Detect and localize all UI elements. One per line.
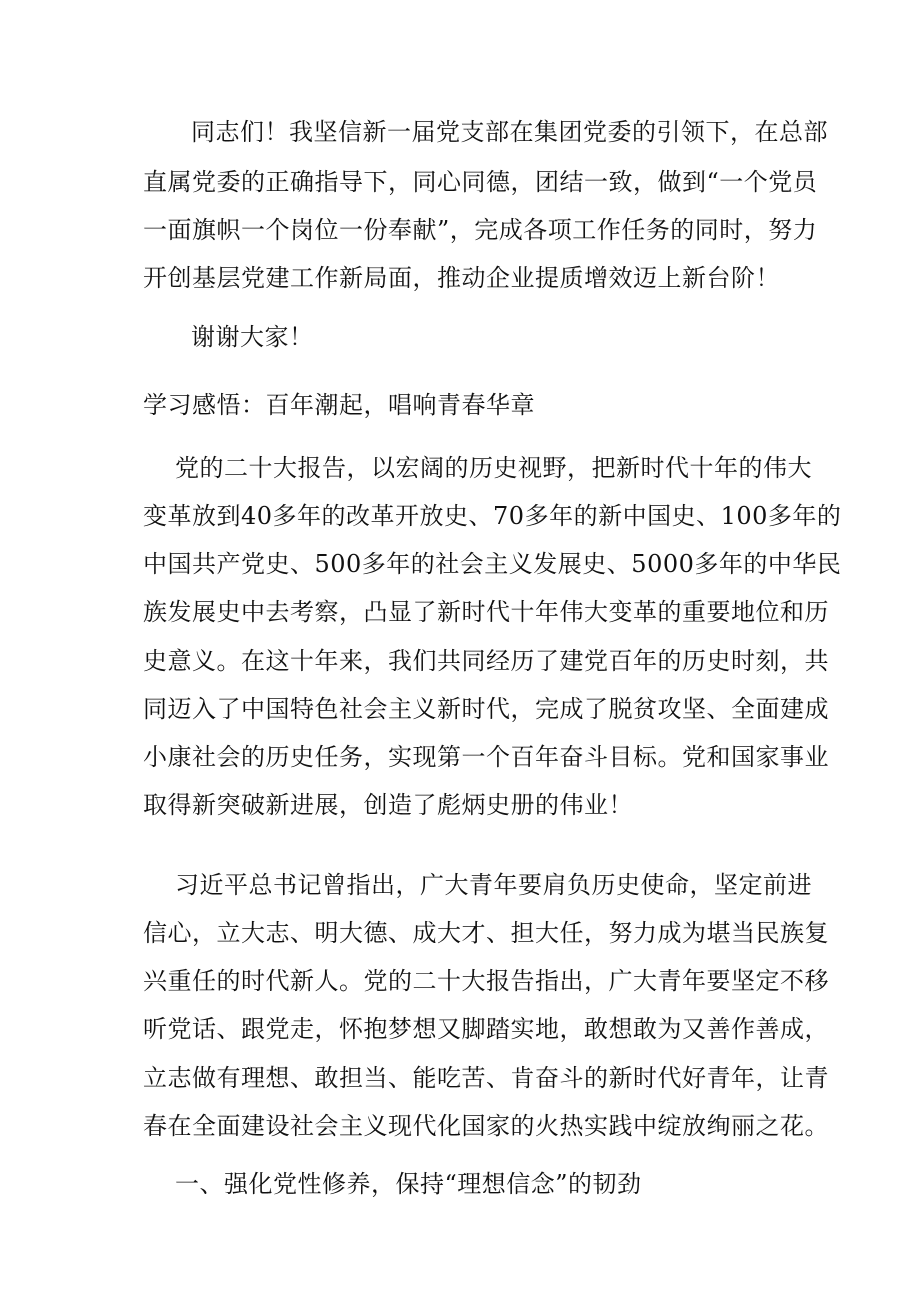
paragraph1-line-3: 中国共产党史、500多年的社会主义发展史、5000多年的中华民 xyxy=(143,550,842,578)
paragraph2-line-1: 习近平总书记曾指出，广大青年要肩负历史使命，坚定前进 xyxy=(175,871,812,899)
paragraph2-line-2: 信心，立大志、明大德、成大才、担大任，努力成为堪当民族复 xyxy=(143,919,829,947)
article-title: 学习感悟：百年潮起，唱响青春华章 xyxy=(143,391,535,419)
paragraph1-line-8: 取得新突破新进展，创造了彪炳史册的伟业！ xyxy=(143,791,633,819)
paragraph2-line-3: 兴重任的时代新人。党的二十大报告指出，广大青年要坚定不移 xyxy=(143,967,829,995)
paragraph1-line-7: 小康社会的历史任务，实现第一个百年奋斗目标。党和国家事业 xyxy=(143,743,829,771)
closing-line-1: 同志们！我坚信新一届党支部在集团党委的引领下，在总部 xyxy=(191,118,828,146)
closing-line-4: 开创基层党建工作新局面，推动企业提质增效迈上新台阶！ xyxy=(143,264,780,292)
paragraph2-line-5: 立志做有理想、敢担当、能吃苦、肯奋斗的新时代好青年，让青 xyxy=(143,1064,829,1092)
paragraph1-line-5: 史意义。在这十年来，我们共同经历了建党百年的历史时刻，共 xyxy=(143,647,829,675)
paragraph1-line-2: 变革放到40多年的改革开放史、70多年的新中国史、100多年的 xyxy=(143,502,842,530)
paragraph2-line-4: 听党话、跟党走，怀抱梦想又脚踏实地，敢想敢为又善作善成， xyxy=(143,1015,829,1043)
closing-thanks: 谢谢大家！ xyxy=(191,323,314,351)
section1-heading: 一、强化党性修养，保持“理想信念”的韧劲 xyxy=(175,1170,642,1198)
paragraph1-line-4: 族发展史中去考察，凸显了新时代十年伟大变革的重要地位和历 xyxy=(143,598,829,626)
paragraph1-line-6: 同迈入了中国特色社会主义新时代，完成了脱贫攻坚、全面建成 xyxy=(143,695,829,723)
paragraph2-line-6: 春在全面建设社会主义现代化国家的火热实践中绽放绚丽之花。 xyxy=(143,1112,829,1140)
closing-line-2: 直属党委的正确指导下，同心同德，团结一致，做到“一个党员 xyxy=(143,168,818,196)
closing-line-3: 一面旗帜一个岗位一份奉献”，完成各项工作任务的同时，努力 xyxy=(143,216,818,244)
paragraph1-line-1: 党的二十大报告，以宏阔的历史视野，把新时代十年的伟大 xyxy=(175,454,812,482)
